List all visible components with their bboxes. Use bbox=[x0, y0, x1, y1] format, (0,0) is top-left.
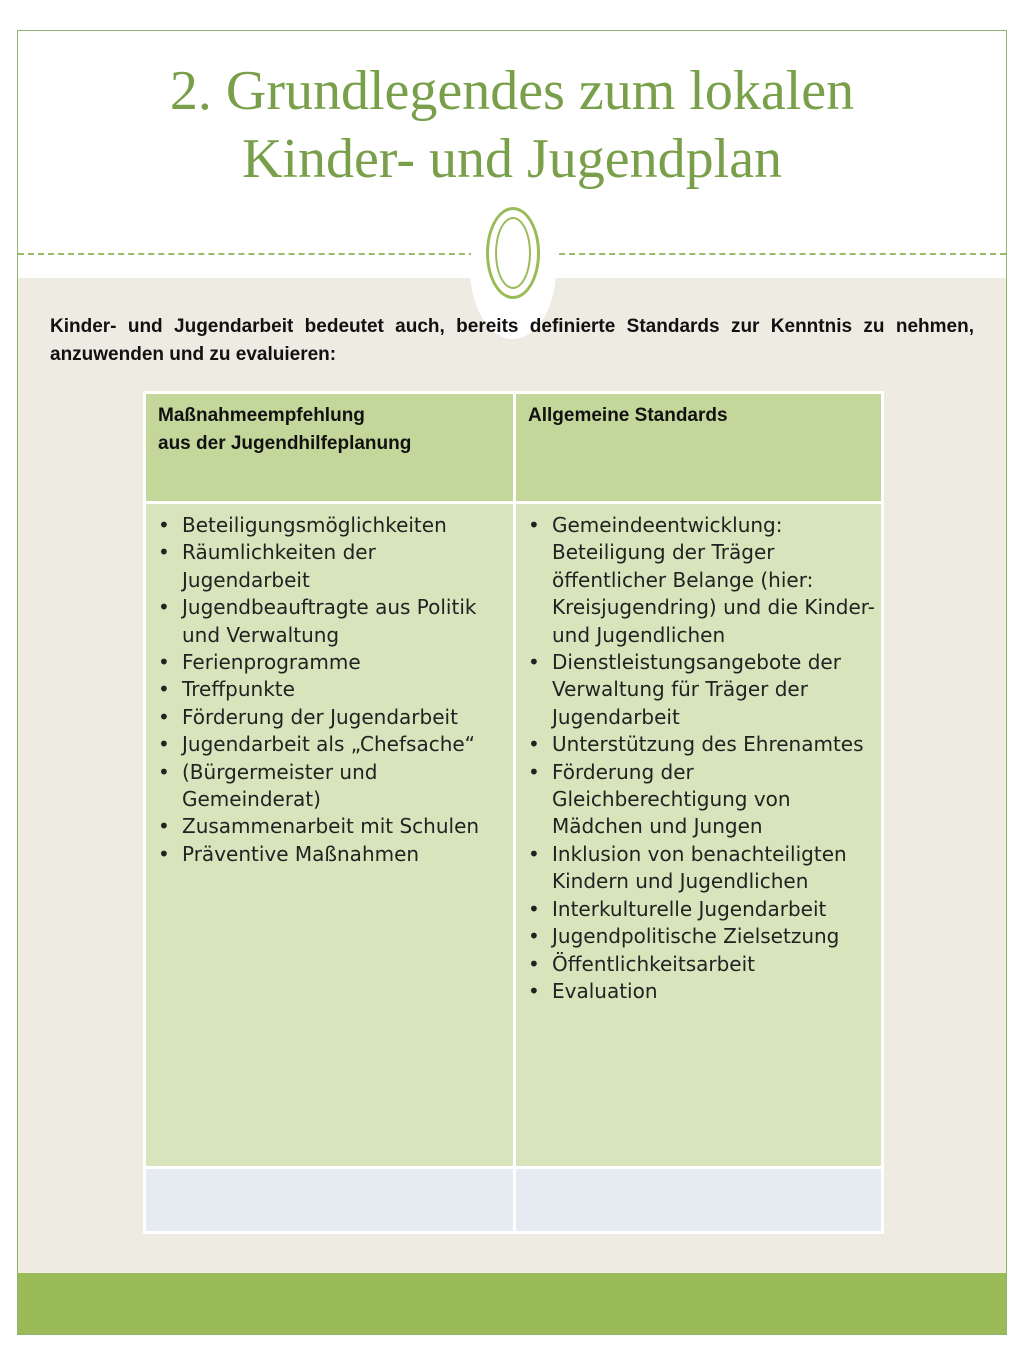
page-title bbox=[18, 57, 1006, 193]
measures-cell bbox=[145, 503, 515, 1168]
standards-table bbox=[143, 391, 884, 1234]
list-item: • Zusammenarbeit mit Schulen bbox=[156, 813, 507, 840]
list-item: • Unterstützung des Ehrenamtes bbox=[526, 731, 875, 758]
table-empty-row bbox=[145, 1168, 883, 1233]
oval-ornament-inner-ring bbox=[495, 217, 531, 289]
header-standards: Allgemeine Standards bbox=[515, 393, 883, 503]
list-item: • Treffpunkte bbox=[156, 676, 507, 703]
intro-text: Kinder- und Jugendarbeit bedeutet auch, bereits definierte Standards zur Kenntnis zu nehmen, anzuwenden und zu evaluieren: bbox=[50, 316, 974, 365]
footer-band bbox=[18, 1273, 1006, 1334]
list-item: • Evaluation bbox=[526, 978, 875, 1005]
table-header-row bbox=[145, 393, 883, 503]
list-item: • Dienstleistungsangebote der Verwaltung für Träger der Jugendarbeit bbox=[526, 649, 875, 731]
list-item: • (Bürgermeister und Gemeinderat) bbox=[156, 759, 507, 814]
list-item: • Jugendpolitische Zielsetzung bbox=[526, 923, 875, 950]
slide-frame bbox=[17, 30, 1007, 1335]
list-item: • Ferienprogramme bbox=[156, 649, 507, 676]
list-item: • Jugendbeauftragte aus Politik und Verwaltung bbox=[156, 594, 507, 649]
list-item: • Förderung der Gleichberechtigung von Mädchen und Jungen bbox=[526, 759, 875, 841]
list-item: • Gemeindeentwicklung: Beteiligung der Träger öffentlicher Belange (hier: Kreisjugendring) und die Kinder- und Jugendlichen bbox=[526, 512, 875, 649]
empty-cell-left bbox=[145, 1168, 515, 1233]
list-item: • Öffentlichkeitsarbeit bbox=[526, 951, 875, 978]
measures-list bbox=[156, 512, 507, 868]
header-measures-line-2: aus der Jugendhilfeplanung bbox=[158, 433, 412, 454]
list-item: • Interkulturelle Jugendarbeit bbox=[526, 896, 875, 923]
table-body-row bbox=[145, 503, 883, 1168]
header-measures bbox=[145, 393, 515, 503]
standards-list bbox=[526, 512, 875, 1005]
standards-cell bbox=[515, 503, 883, 1168]
empty-cell-right bbox=[515, 1168, 883, 1233]
list-item: • Förderung der Jugendarbeit bbox=[156, 704, 507, 731]
header-measures-line-1: Maßnahmeempfehlung bbox=[158, 405, 365, 426]
list-item: • Beteiligungsmöglichkeiten bbox=[156, 512, 507, 539]
list-item: • Präventive Maßnahmen bbox=[156, 841, 507, 868]
list-item: • Räumlichkeiten der Jugendarbeit bbox=[156, 539, 507, 594]
list-item: • Jugendarbeit als „Chefsache“ bbox=[156, 731, 507, 758]
title-line-1: 2. Grundlegendes zum lokalen bbox=[169, 60, 855, 122]
title-line-2: Kinder- und Jugendplan bbox=[241, 128, 783, 190]
list-item: • Inklusion von benachteiligten Kindern und Jugendlichen bbox=[526, 841, 875, 896]
